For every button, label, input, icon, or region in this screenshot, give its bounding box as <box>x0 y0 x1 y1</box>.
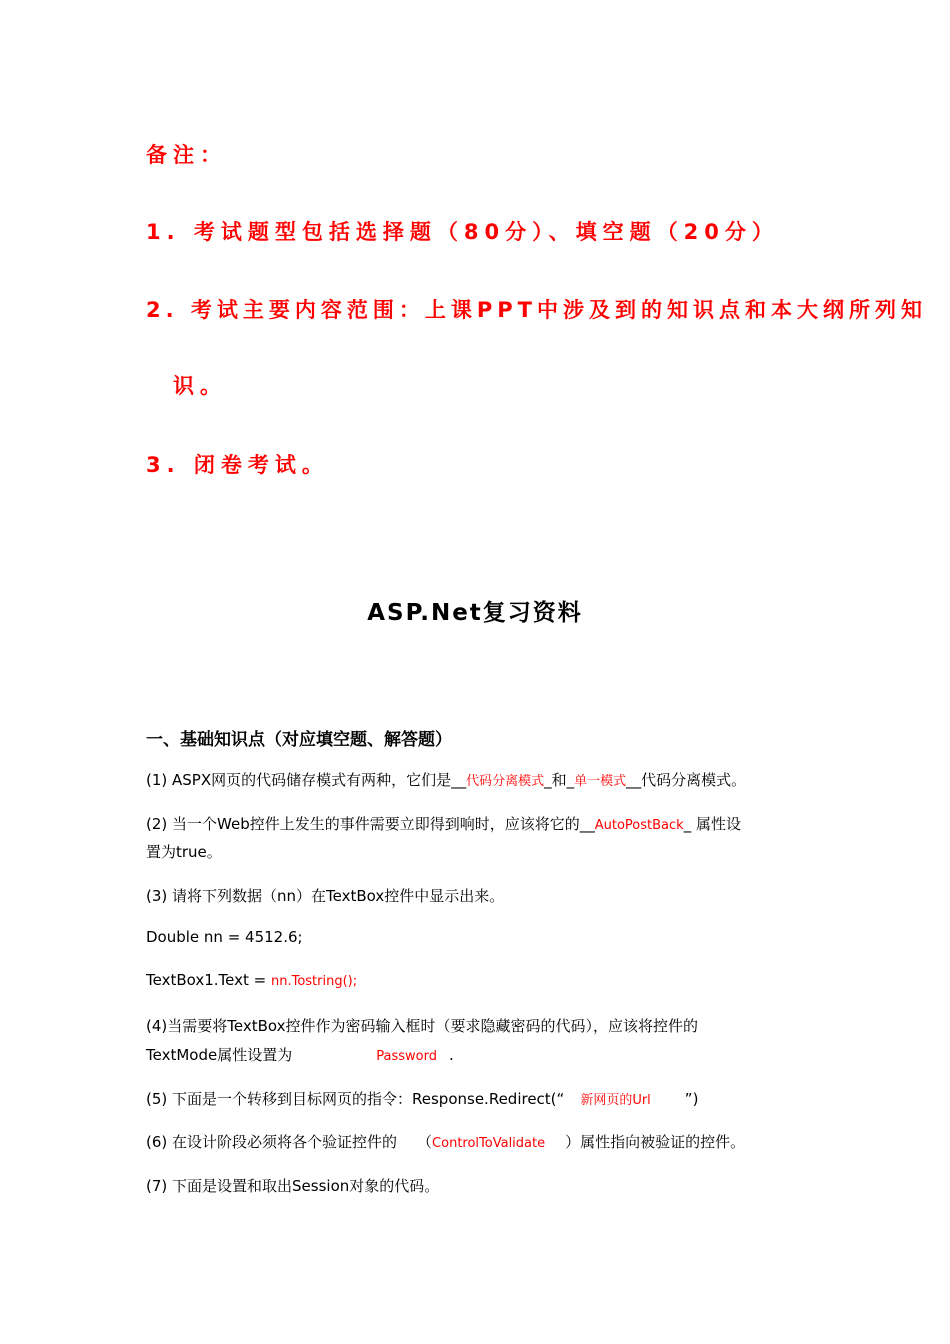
question-2-line-2: 置为true。 <box>146 843 222 861</box>
code-line-2-answer: nn.Tostring(); <box>270 974 358 989</box>
page-title: ASP.Net复习资料 <box>367 600 583 626</box>
question-2-text-pre: (2) 当一个Web控件上发生的事件需要立即得到响时，应该将它的__ <box>146 815 595 833</box>
question-1-text-pre: (1) ASPX网页的代码储存模式有两种，它们是__ <box>146 771 467 789</box>
question-3: (3) 请将下列数据（nn）在TextBox控件中显示出来。 <box>146 887 505 905</box>
question-1-answer-1: 代码分离模式 <box>466 774 545 789</box>
question-6-paren-open: （ <box>417 1133 433 1151</box>
section-heading: 一、基础知识点（对应填空题、解答题） <box>146 730 452 750</box>
question-1 <box>146 769 746 790</box>
question-1-text-mid: _和_ <box>544 771 575 789</box>
question-5-text-pre: (5) 下面是一个转移到目标网页的指令：Response.Redirect(“ <box>146 1090 565 1108</box>
notes-item-3: 3. 闭卷考试。 <box>146 453 329 477</box>
question-4-text-post: . <box>448 1046 454 1064</box>
code-line-2-text: TextBox1.Text = <box>146 971 271 989</box>
question-4-answer: Password <box>376 1049 437 1064</box>
question-6-text-pre: (6) 在设计阶段必须将各个验证控件的 <box>146 1133 398 1151</box>
question-4-line-1: (4)当需要将TextBox控件作为密码输入框时（要求隐藏密码的代码），应该将控件的 <box>146 1017 698 1035</box>
question-1-text-post: __代码分离模式。 <box>626 771 747 789</box>
question-4-line-2 <box>146 1044 454 1065</box>
question-6-answer: ControlToValidate <box>432 1136 546 1151</box>
question-7: (7) 下面是设置和取出Session对象的代码。 <box>146 1177 440 1195</box>
question-2-text-post: _ 属性设 <box>683 815 741 833</box>
question-1-answer-2: 单一模式 <box>574 774 627 789</box>
question-5-text-post: ”) <box>684 1090 699 1108</box>
code-line-2 <box>146 971 357 989</box>
question-5-answer: 新网页的Url <box>580 1093 651 1108</box>
question-4-text-pre: TextMode属性设置为 <box>146 1046 293 1064</box>
question-6 <box>146 1131 745 1152</box>
code-line-1: Double nn = 4512.6; <box>146 928 303 946</box>
notes-heading: 备注： <box>146 143 227 167</box>
notes-item-2-line-2: 识。 <box>173 374 227 398</box>
question-2-answer: AutoPostBack <box>594 818 684 833</box>
notes-item-2-line-1: 2. 考试主要内容范围：上课PPT中涉及到的知识点和本大纲所列知 <box>146 298 928 322</box>
question-5 <box>146 1088 698 1109</box>
question-2-line-1 <box>146 813 741 834</box>
notes-item-1: 1. 考试题型包括选择题（80分）、填空题（20分） <box>146 220 779 244</box>
question-6-text-post: ）属性指向被验证的控件。 <box>565 1133 746 1151</box>
